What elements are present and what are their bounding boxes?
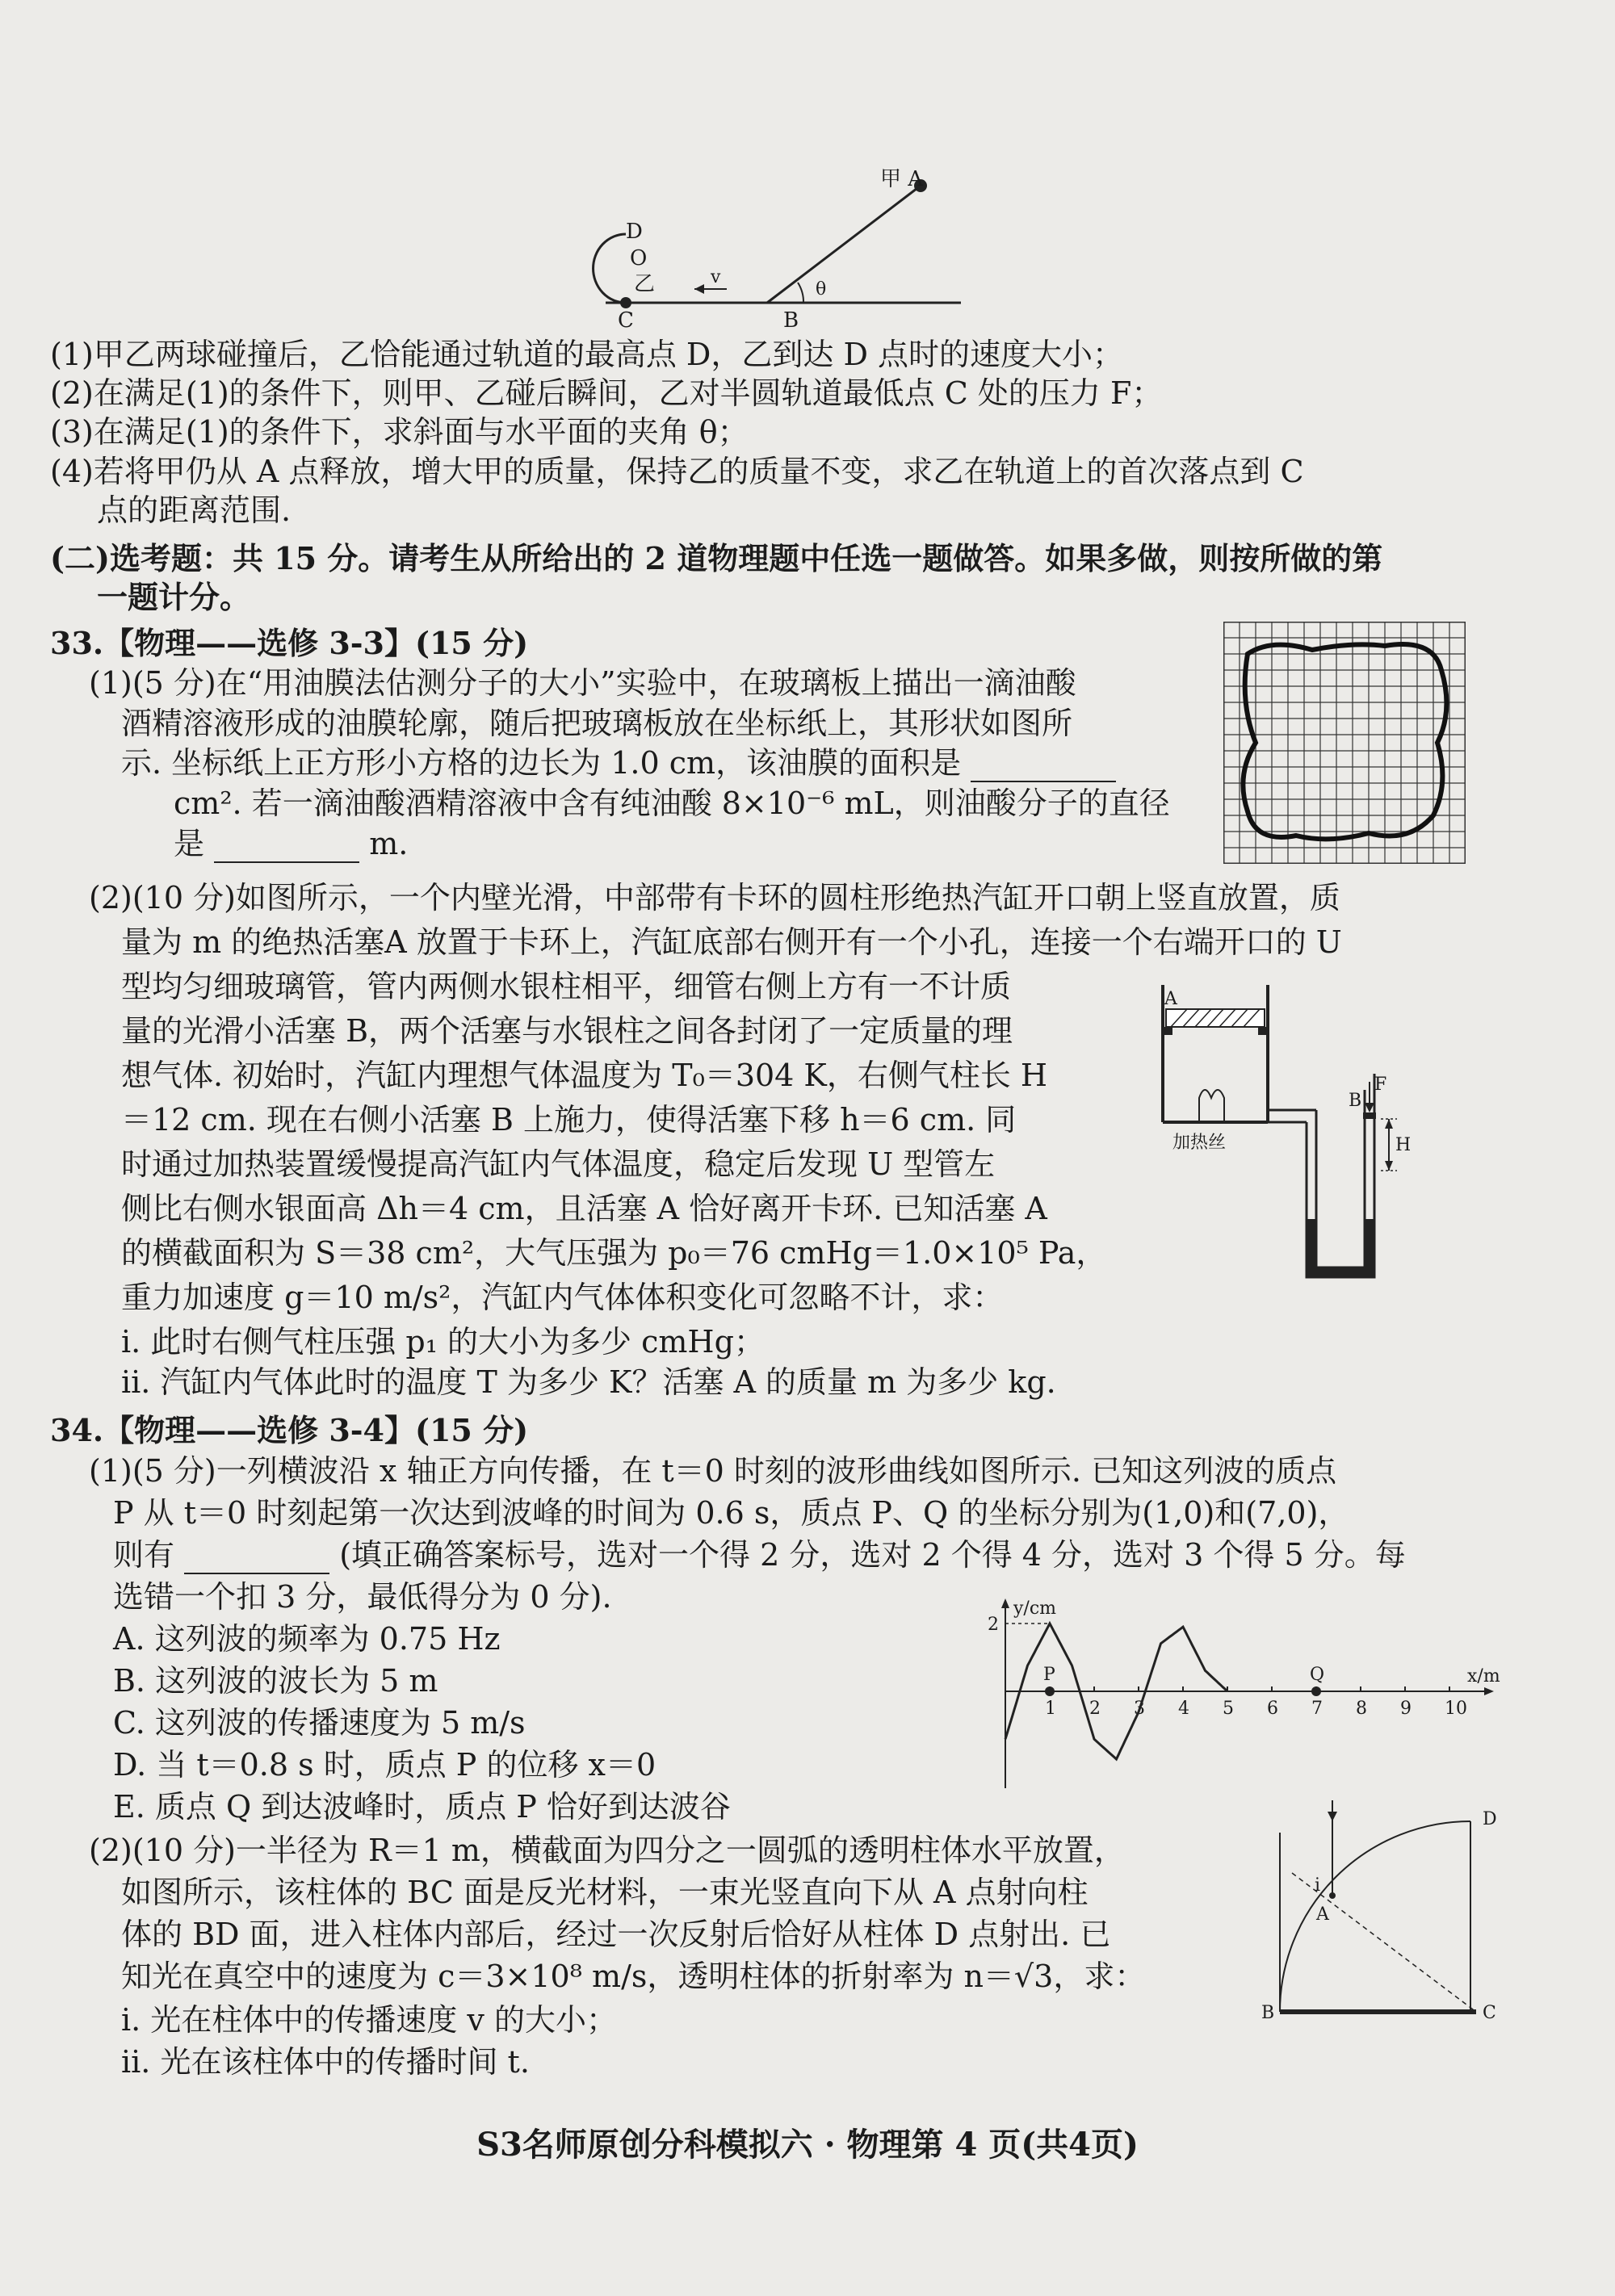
q33-p1-line-4: cm². 若一滴油酸酒精溶液中含有纯油酸 8×10⁻⁶ mL，则油酸分子的直径 (174, 786, 1170, 821)
section-2-heading-cont: 一题计分。 (97, 579, 251, 615)
q33-p2-item-ii: ⅱ. 汽缸内气体此时的温度 T 为多少 K？活塞 A 的质量 m 为多少 kg. (121, 1364, 1056, 1400)
label-force-f: F (1374, 1075, 1387, 1095)
x-tick-label: 3 (1134, 1699, 1145, 1719)
q33-p2-line-7: 时通过加热装置缓慢提高汽缸内气体温度，稳定后发现 U 型管左 (121, 1146, 996, 1182)
oil-film-outline (1243, 644, 1446, 839)
q33-title: 33.【物理——选修 3-3】(15 分) (50, 625, 529, 661)
q33-p2-line-3: 型均匀细玻璃管，管内两侧水银柱相平，细管右侧上方有一不计质 (121, 969, 1012, 1004)
x-tick-label: 2 (1089, 1699, 1101, 1719)
wave-point-p (1045, 1686, 1055, 1696)
label-theta: θ (816, 279, 827, 300)
oil-film-grid-figure (1223, 622, 1466, 864)
q34-p1-line-3-text: 则有 (113, 1537, 175, 1573)
option-e: E. 质点 Q 到达波峰时，质点 P 恰好到达波谷 (113, 1789, 731, 1825)
label-jia-a: 甲 A (880, 167, 924, 191)
q33-p1-line-1: (1)(5 分)在“用油膜法估测分子的大小”实验中，在玻璃板上描出一滴油酸 (89, 665, 1076, 701)
x-tick-label: 7 (1311, 1699, 1323, 1719)
x-tick-label: 9 (1400, 1699, 1412, 1719)
q33-p1-line-3-text: 示. 坐标纸上正方形小方格的边长为 1.0 cm，该油膜的面积是 (121, 745, 962, 781)
q33-p2-line-2: 量为 m 的绝热活塞A 放置于卡环上，汽缸底部右侧开有一个小孔，连接一个右端开口的 U (121, 924, 1342, 960)
q34-p2-line-1: (2)(10 分)一半径为 R＝1 m，横截面为四分之一圆弧的透明柱体水平放置， (89, 1833, 1125, 1868)
option-d: D. 当 t＝0.8 s 时，质点 P 的位移 x＝0 (113, 1747, 656, 1783)
quarter-circle-figure (1260, 1800, 1510, 2026)
q34-p1-line-3 (113, 1536, 1406, 1574)
q33-p2-line-5: 想气体. 初始时，汽缸内理想气体温度为 T₀＝304 K，右侧气柱长 H (121, 1058, 1048, 1093)
q-prev-item-4: (4)若将甲仍从 A 点释放，增大甲的质量，保持乙的质量不变，求乙在轨道上的首次落点到 C (50, 454, 1304, 489)
q33-p2-line-9: 的横截面积为 S＝38 cm²，大气压强为 p₀＝76 cmHg＝1.0×10⁵ Pa， (121, 1235, 1107, 1271)
label-yi: 乙 (634, 272, 656, 296)
label-angle-i: i (1315, 1875, 1321, 1896)
option-a: A. 这列波的频率为 0.75 Hz (113, 1621, 501, 1657)
y-tick-label: 2 (988, 1615, 999, 1635)
q34-p1-line-1: (1)(5 分)一列横波沿 x 轴正方向传播，在 t＝0 时刻的波形曲线如图所示. 已知这列波的质点 (89, 1453, 1337, 1489)
label-d: D (626, 220, 643, 244)
q-prev-item-3: (3)在满足(1)的条件下，求斜面与水平面的夹角 θ； (50, 414, 749, 450)
answer-blank-q34-1 (184, 1544, 329, 1574)
page-footer: S3名师原创分科模拟六 · 物理第 4 页(共4页) (476, 2126, 1139, 2164)
label-piston-a: A (1164, 989, 1177, 1009)
x-tick-label: 4 (1178, 1699, 1189, 1719)
q-prev-item-4-cont: 点的距离范围. (97, 492, 292, 528)
q34-p1-line-2: P 从 t＝0 时刻起第一次达到波峰的时间为 0.6 s，质点 P、Q 的坐标分别为(1,0)和(7,0)， (113, 1495, 1349, 1531)
label-b-point: B (1261, 2003, 1275, 2023)
q34-p2-line-2: 如图所示，该柱体的 BC 面是反光材料，一束光竖直向下从 A 点射向柱 (121, 1875, 1089, 1910)
x-tick-label: 8 (1356, 1699, 1367, 1719)
label-heater: 加热丝 (1172, 1133, 1227, 1153)
q33-p2-line-10: 重力加速度 g＝10 m/s²，汽缸内气体体积变化可忽略不计，求： (121, 1280, 1004, 1315)
q33-p1-line-3 (121, 744, 1116, 782)
label-piston-b: B (1349, 1091, 1362, 1111)
x-tick-label: 10 (1445, 1699, 1467, 1719)
cylinder-u-tube-figure (1155, 977, 1494, 1284)
q34-p2-item-ii: ⅱ. 光在该柱体中的传播时间 t. (121, 2044, 530, 2080)
q-prev-item-2: (2)在满足(1)的条件下，则甲、乙碰后瞬间，乙对半圆轨道最低点 C 处的压力 F； (50, 375, 1163, 411)
label-v: v (711, 267, 721, 287)
label-a-point: A (1316, 1904, 1329, 1925)
q33-p1-line-2: 酒精溶液形成的油膜轮廓，随后把玻璃板放在坐标纸上，其形状如图所 (121, 706, 1073, 741)
section-2-heading: (二)选考题：共 15 分。请考生从所给出的 2 道物理题中任选一题做答。如果多做，则按所做的第 (50, 540, 1383, 576)
wave-point-label: Q (1310, 1665, 1325, 1685)
answer-blank-diameter (214, 832, 359, 863)
q34-p1-line-3-rest: (填正确答案标号，选对一个得 2 分，选对 2 个得 4 分，选对 3 个得 5 分。每 (339, 1537, 1406, 1573)
q33-p1-line-5-unit: m. (369, 826, 409, 861)
q33-p2-line-4: 量的光滑小活塞 B，两个活塞与水银柱之间各封闭了一定质量的理 (121, 1013, 1013, 1049)
label-c-point: C (1483, 2003, 1496, 2023)
label-d-point: D (1483, 1809, 1497, 1829)
wave-point-label: P (1043, 1665, 1055, 1685)
q33-p2-item-i: ⅰ. 此时右侧气柱压强 p₁ 的大小为多少 cmHg； (121, 1324, 765, 1360)
q34-p1-line-4: 选错一个扣 3 分，最低得分为 0 分). (113, 1579, 612, 1615)
x-tick-label: 6 (1267, 1699, 1278, 1719)
option-c: C. 这列波的传播速度为 5 m/s (113, 1705, 526, 1741)
wave-chart (973, 1594, 1506, 1804)
q33-p1-line-5 (174, 824, 408, 863)
x-tick-label: 5 (1223, 1699, 1234, 1719)
incline-figure (581, 161, 1001, 331)
x-axis-label: x/m (1467, 1666, 1500, 1686)
q34-title: 34.【物理——选修 3-4】(15 分) (50, 1412, 529, 1448)
label-height-h: H (1395, 1135, 1412, 1155)
q34-p2-line-4: 知光在真空中的速度为 c＝3×10⁸ m/s，透明柱体的折射率为 n＝√3，求： (121, 1959, 1146, 1994)
y-axis-label: y/cm (1013, 1598, 1057, 1619)
q33-p2-line-8: 侧比右侧水银面高 Δh＝4 cm，且活塞 A 恰好离开卡环. 已知活塞 A (121, 1191, 1047, 1226)
q34-p2-line-3: 体的 BD 面，进入柱体内部后，经过一次反射后恰好从柱体 D 点射出. 已 (121, 1917, 1111, 1952)
q33-p2-line-1: (2)(10 分)如图所示，一个内壁光滑，中部带有卡环的圆柱形绝热汽缸开口朝上竖直放置，质 (89, 880, 1340, 915)
q-prev-item-1: (1)甲乙两球碰撞后，乙恰能通过轨道的最高点 D，乙到达 D 点时的速度大小； (50, 337, 1124, 372)
q33-p2-line-6: ＝12 cm. 现在右侧小活塞 B 上施力，使得活塞下移 h＝6 cm. 同 (121, 1102, 1017, 1138)
x-tick-label: 1 (1045, 1699, 1056, 1719)
option-b: B. 这列波的波长为 5 m (113, 1663, 438, 1699)
wave-point-q (1311, 1686, 1321, 1696)
q34-p2-item-i: ⅰ. 光在柱体中的传播速度 v 的大小； (121, 2002, 617, 2038)
label-o: O (630, 246, 648, 270)
answer-blank-area (971, 752, 1116, 782)
label-b: B (783, 308, 799, 331)
q33-p1-line-5-text: 是 (174, 826, 205, 861)
label-c: C (618, 308, 634, 331)
